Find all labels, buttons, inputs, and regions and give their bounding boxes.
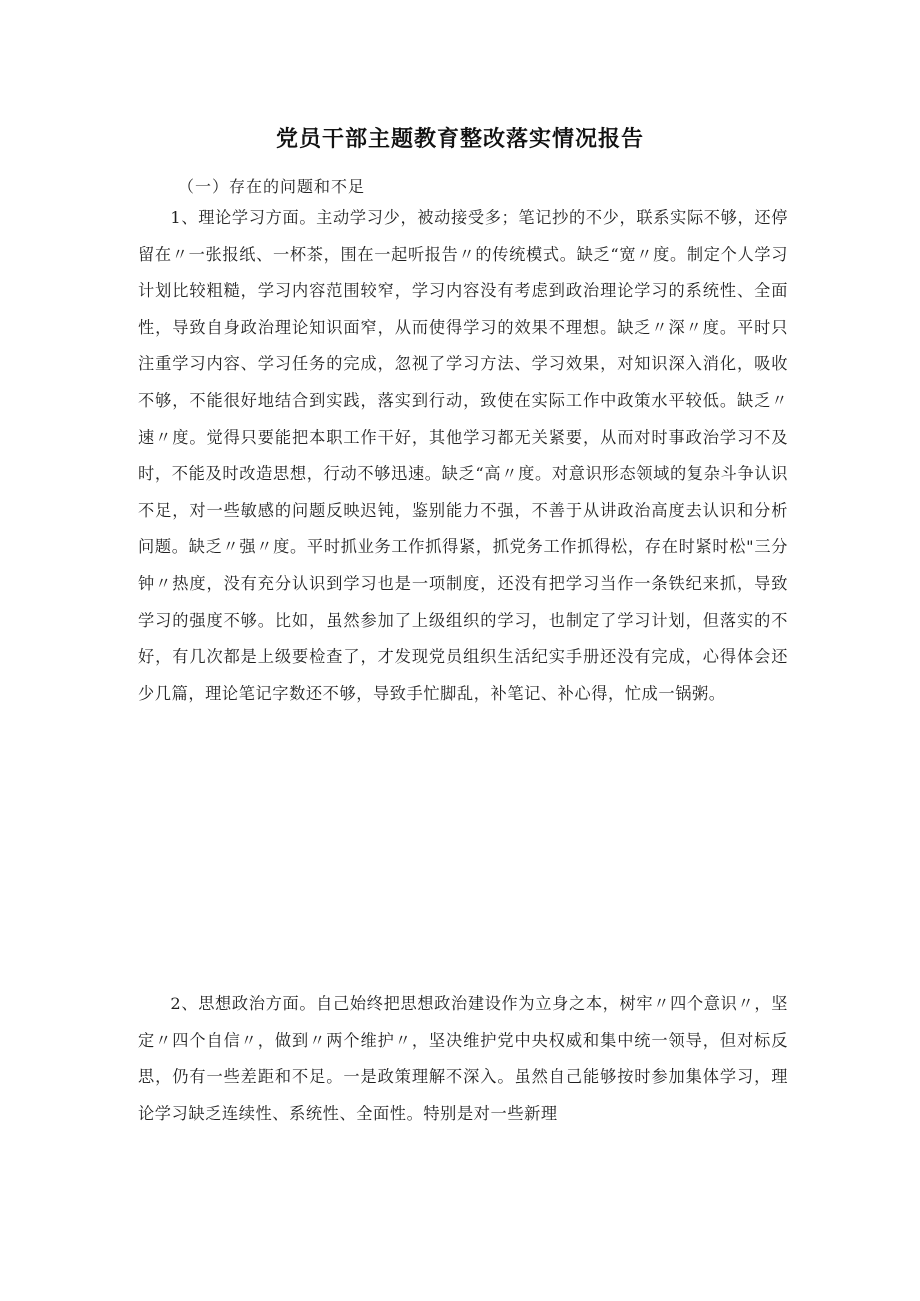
paragraph-theory-study: 1、理论学习方面。主动学习少，被动接受多；笔记抄的不少，联系实际不够，还停留在〃一张报纸、一杯茶，围在一起听报告〃的传统模式。缺乏“宽〃度。制定个人学习计划比较粗糙，学习内容范围较窄，学习内容没有考虑到政治理论学习的系统性、全面性，导致自身政治理论知识面窄，从而使得学习的效果不理想。缺乏〃深〃度。平时只注重学习内容、学习任务的完成，忽视了学习方法、学习效果，对知识深入消化，吸收不够，不能很好地结合到实践，落实到行动，致使在实际工作中政策水平较低。缺乏〃速〃度。觉得只要能把本职工作干好，其他学习都无关紧要，从而对时事政治学习不及时，不能及时改造思想，行动不够迅速。缺乏“高〃度。对意识形态领域的复杂斗争认识不足，对一些敏感的问题反映迟钝，鉴别能力不强，不善于从讲政治高度去认识和分析问题。缺乏〃强〃度。平时抓业务工作抓得紧，抓党务工作抓得松，存在时紧时松"三分钟〃热度，没有充分认识到学习也是一项制度，还没有把学习当作一条铁纪来抓，导致学习的强度不够。比如，虽然参加了上级组织的学习，也制定了学习计划，但落实的不好，有几次都是上级要检查了，才发现党员组织生活纪实手册还没有完成，心得体会还少几篇，理论笔记字数还不够，导致手忙脚乱，补笔记、补心得，忙成一锅粥。 [138, 208, 788, 703]
paragraph-political-thought: 2、思想政治方面。自己始终把思想政治建设作为立身之本，树牢〃四个意识〃，坚定〃四个自信〃，做到〃两个维护〃，坚决维护党中央权威和集中统一领导，但对标反思，仍有一些差距和不足。一是政策理解不深入。虽然自己能够按时参加集体学习，理论学习缺乏连续性、系统性、全面性。特别是对一些新理 [138, 994, 788, 1123]
section-heading: （一）存在的问题和不足 [178, 177, 366, 196]
document-title: 党员干部主题教育整改落实情况报告 [275, 126, 644, 152]
